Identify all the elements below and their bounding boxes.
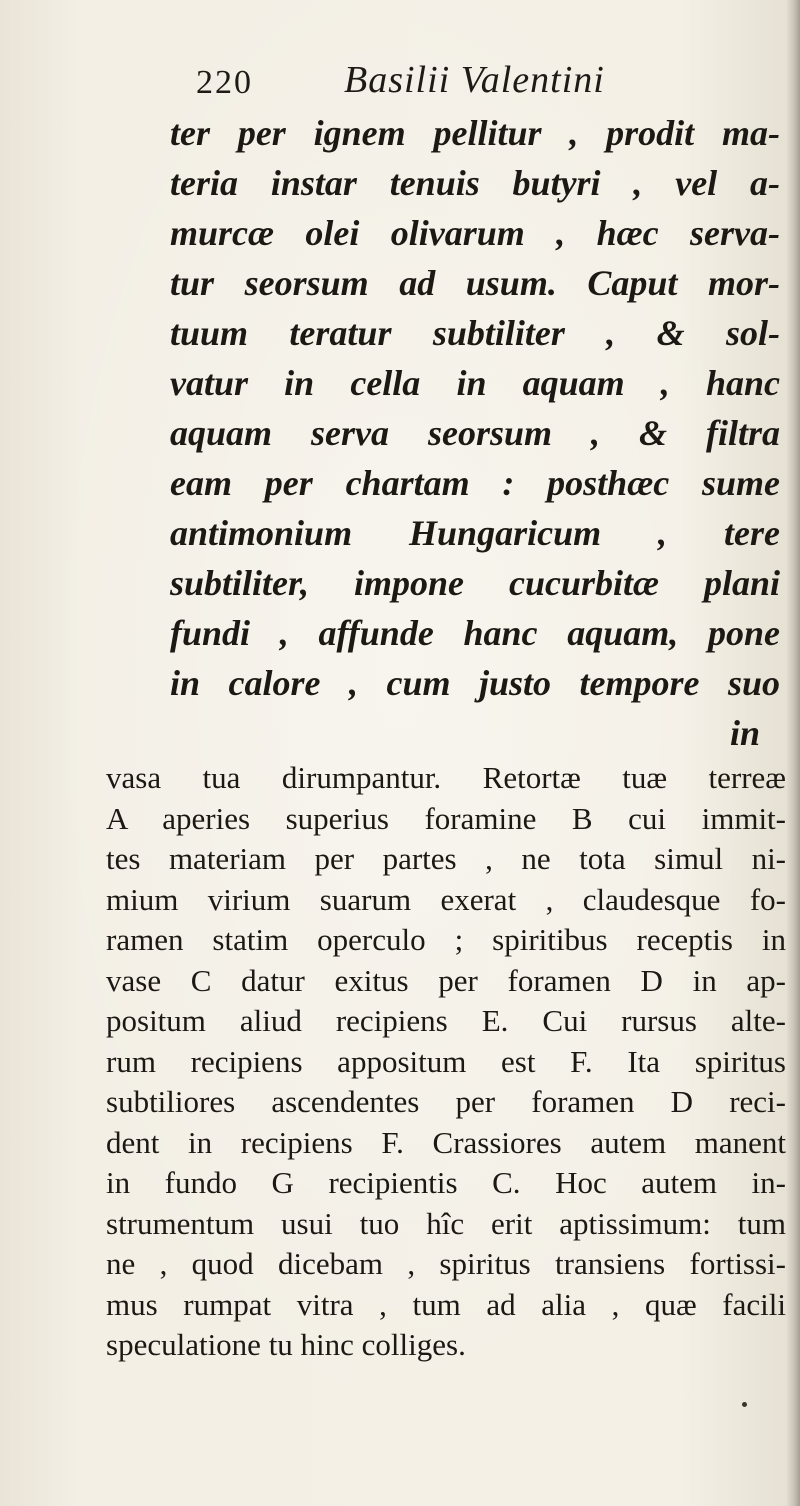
text-line: antimonium Hungaricum , tere: [170, 513, 780, 553]
text-line: subtiliores ascendentes per foramen D reci-: [106, 1084, 786, 1119]
text-line: speculatione tu hinc colliges.: [106, 1327, 466, 1362]
text-line: fundi , affunde hanc aquam, pone: [170, 613, 780, 653]
page-number: 220: [196, 64, 253, 101]
text-line: teria instar tenuis butyri , vel a-: [170, 163, 780, 203]
text-line: dent in recipiens F. Crassiores autem manent: [106, 1124, 786, 1160]
text-line: in calore , cum justo tempore suo: [170, 663, 780, 703]
text-line: vase C datur exitus per foramen D in ap-: [106, 962, 786, 998]
text-line: ne , quod dicebam , spiritus transiens fortissi-: [106, 1246, 786, 1281]
text-line: tes materiam per partes , ne tota simul ni-: [106, 841, 786, 876]
text-line: positum aliud recipiens E. Cui rursus alte-: [106, 1003, 786, 1038]
text-line: ramen statim operculo ; spiritibus receptis in: [106, 922, 786, 957]
italic-text-block: [170, 108, 780, 758]
page-gutter-shadow: [786, 0, 800, 1506]
text-line: A aperies superius foramine B cui immit-: [106, 800, 786, 836]
text-line: tuum teratur subtiliter , & sol-: [170, 313, 780, 353]
text-line: strumentum usui tuo hîc erit aptissimum: tum: [106, 1205, 786, 1241]
text-line: vatur in cella in aquam , hanc: [170, 363, 780, 403]
roman-text-block: [106, 758, 786, 1366]
catchword: in: [729, 713, 760, 753]
text-line: eam per chartam : posthæc sume: [170, 463, 780, 503]
text-line: vasa tua dirumpantur. Retortæ tuæ terreæ: [106, 760, 786, 795]
text-line: murcæ olei olivarum , hæc serva-: [170, 213, 780, 253]
running-head: Basilii Valentini: [344, 59, 605, 101]
page-header: [196, 58, 756, 108]
text-line: in fundo G recipientis C. Hoc autem in-: [106, 1165, 786, 1200]
text-line: aquam serva seorsum , & filtra: [170, 413, 780, 453]
text-line: subtiliter, impone cucurbitæ plani: [170, 563, 780, 603]
text-line: tur seorsum ad usum. Caput mor-: [170, 263, 780, 303]
text-line: mium virium suarum exerat , claudesque fo-: [106, 881, 786, 917]
ink-speck: [742, 1402, 747, 1407]
text-line: ter per ignem pellitur , prodit ma-: [170, 113, 780, 153]
text-line: mus rumpat vitra , tum ad alia , quæ facili: [106, 1286, 786, 1322]
text-line: rum recipiens appositum est F. Ita spiritus: [106, 1043, 786, 1079]
